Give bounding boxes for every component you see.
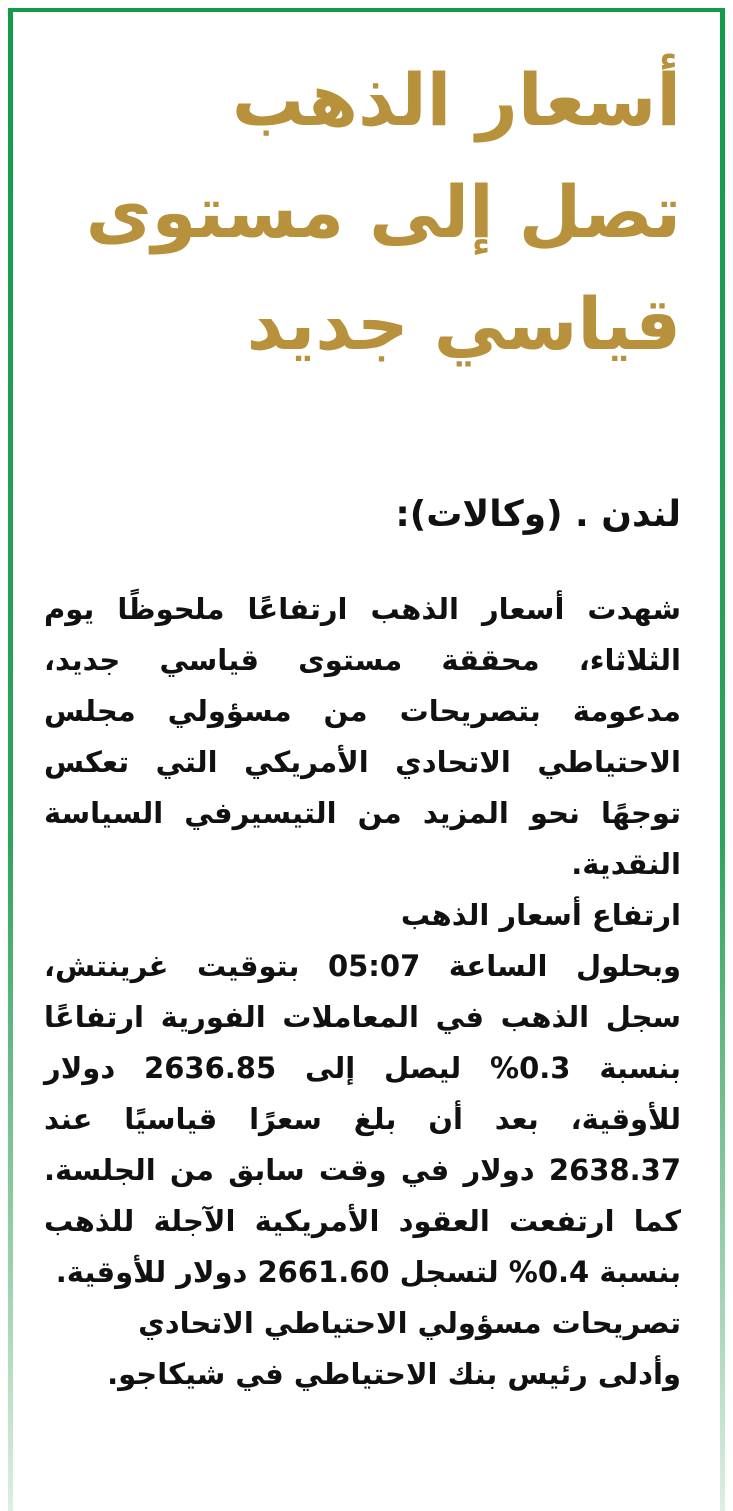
article-body — [44, 584, 681, 1400]
headline-line-2: تصل إلى مستوى — [85, 170, 681, 254]
paragraph-chicago: وأدلى رئيس بنك الاحتياطي في شيكاجو. — [107, 1357, 681, 1391]
article-content — [44, 44, 681, 1400]
subheading-fed-statements: تصريحات مسؤولي الاحتياطي الاتحادي — [138, 1306, 681, 1340]
frame-left-border — [8, 8, 13, 1511]
dateline: لندن . (وكالات): — [395, 494, 681, 535]
headline — [44, 44, 681, 380]
paragraph-prices: وبحلول الساعة 05:07 بتوقيت غرينتش، سجل الذهب في المعاملات الفورية ارتفاعًا بنسبة 0.3% ليصل إلى 2636.85 دولار للأوقية، بعد أن بلغ سعرًا قياسيًا عند 2638.37 دولار في وقت سابق من الجلسة. كما ارتفعت العقود الأمريكية الآجلة للذهب بنسبة 0.4% لتسجل 2661.60 دولار للأوقية. — [44, 949, 681, 1289]
subheading-gold-rise: ارتفاع أسعار الذهب — [400, 898, 681, 932]
frame-right-border — [720, 8, 725, 1511]
paragraph-intro: شهدت أسعار الذهب ارتفاعًا ملحوظًا يوم الثلاثاء، محققة مستوى قياسي جديد، مدعومة بتصريحات من مسؤولي مجلس الاحتياطي الاتحادي الأمريكي التي تعكس توجهًا نحو المزيد من التيسيرفي السياسة النقدية. — [44, 592, 681, 881]
headline-line-3: قياسي جديد — [246, 282, 681, 366]
headline-line-1: أسعار الذهب — [231, 58, 681, 142]
